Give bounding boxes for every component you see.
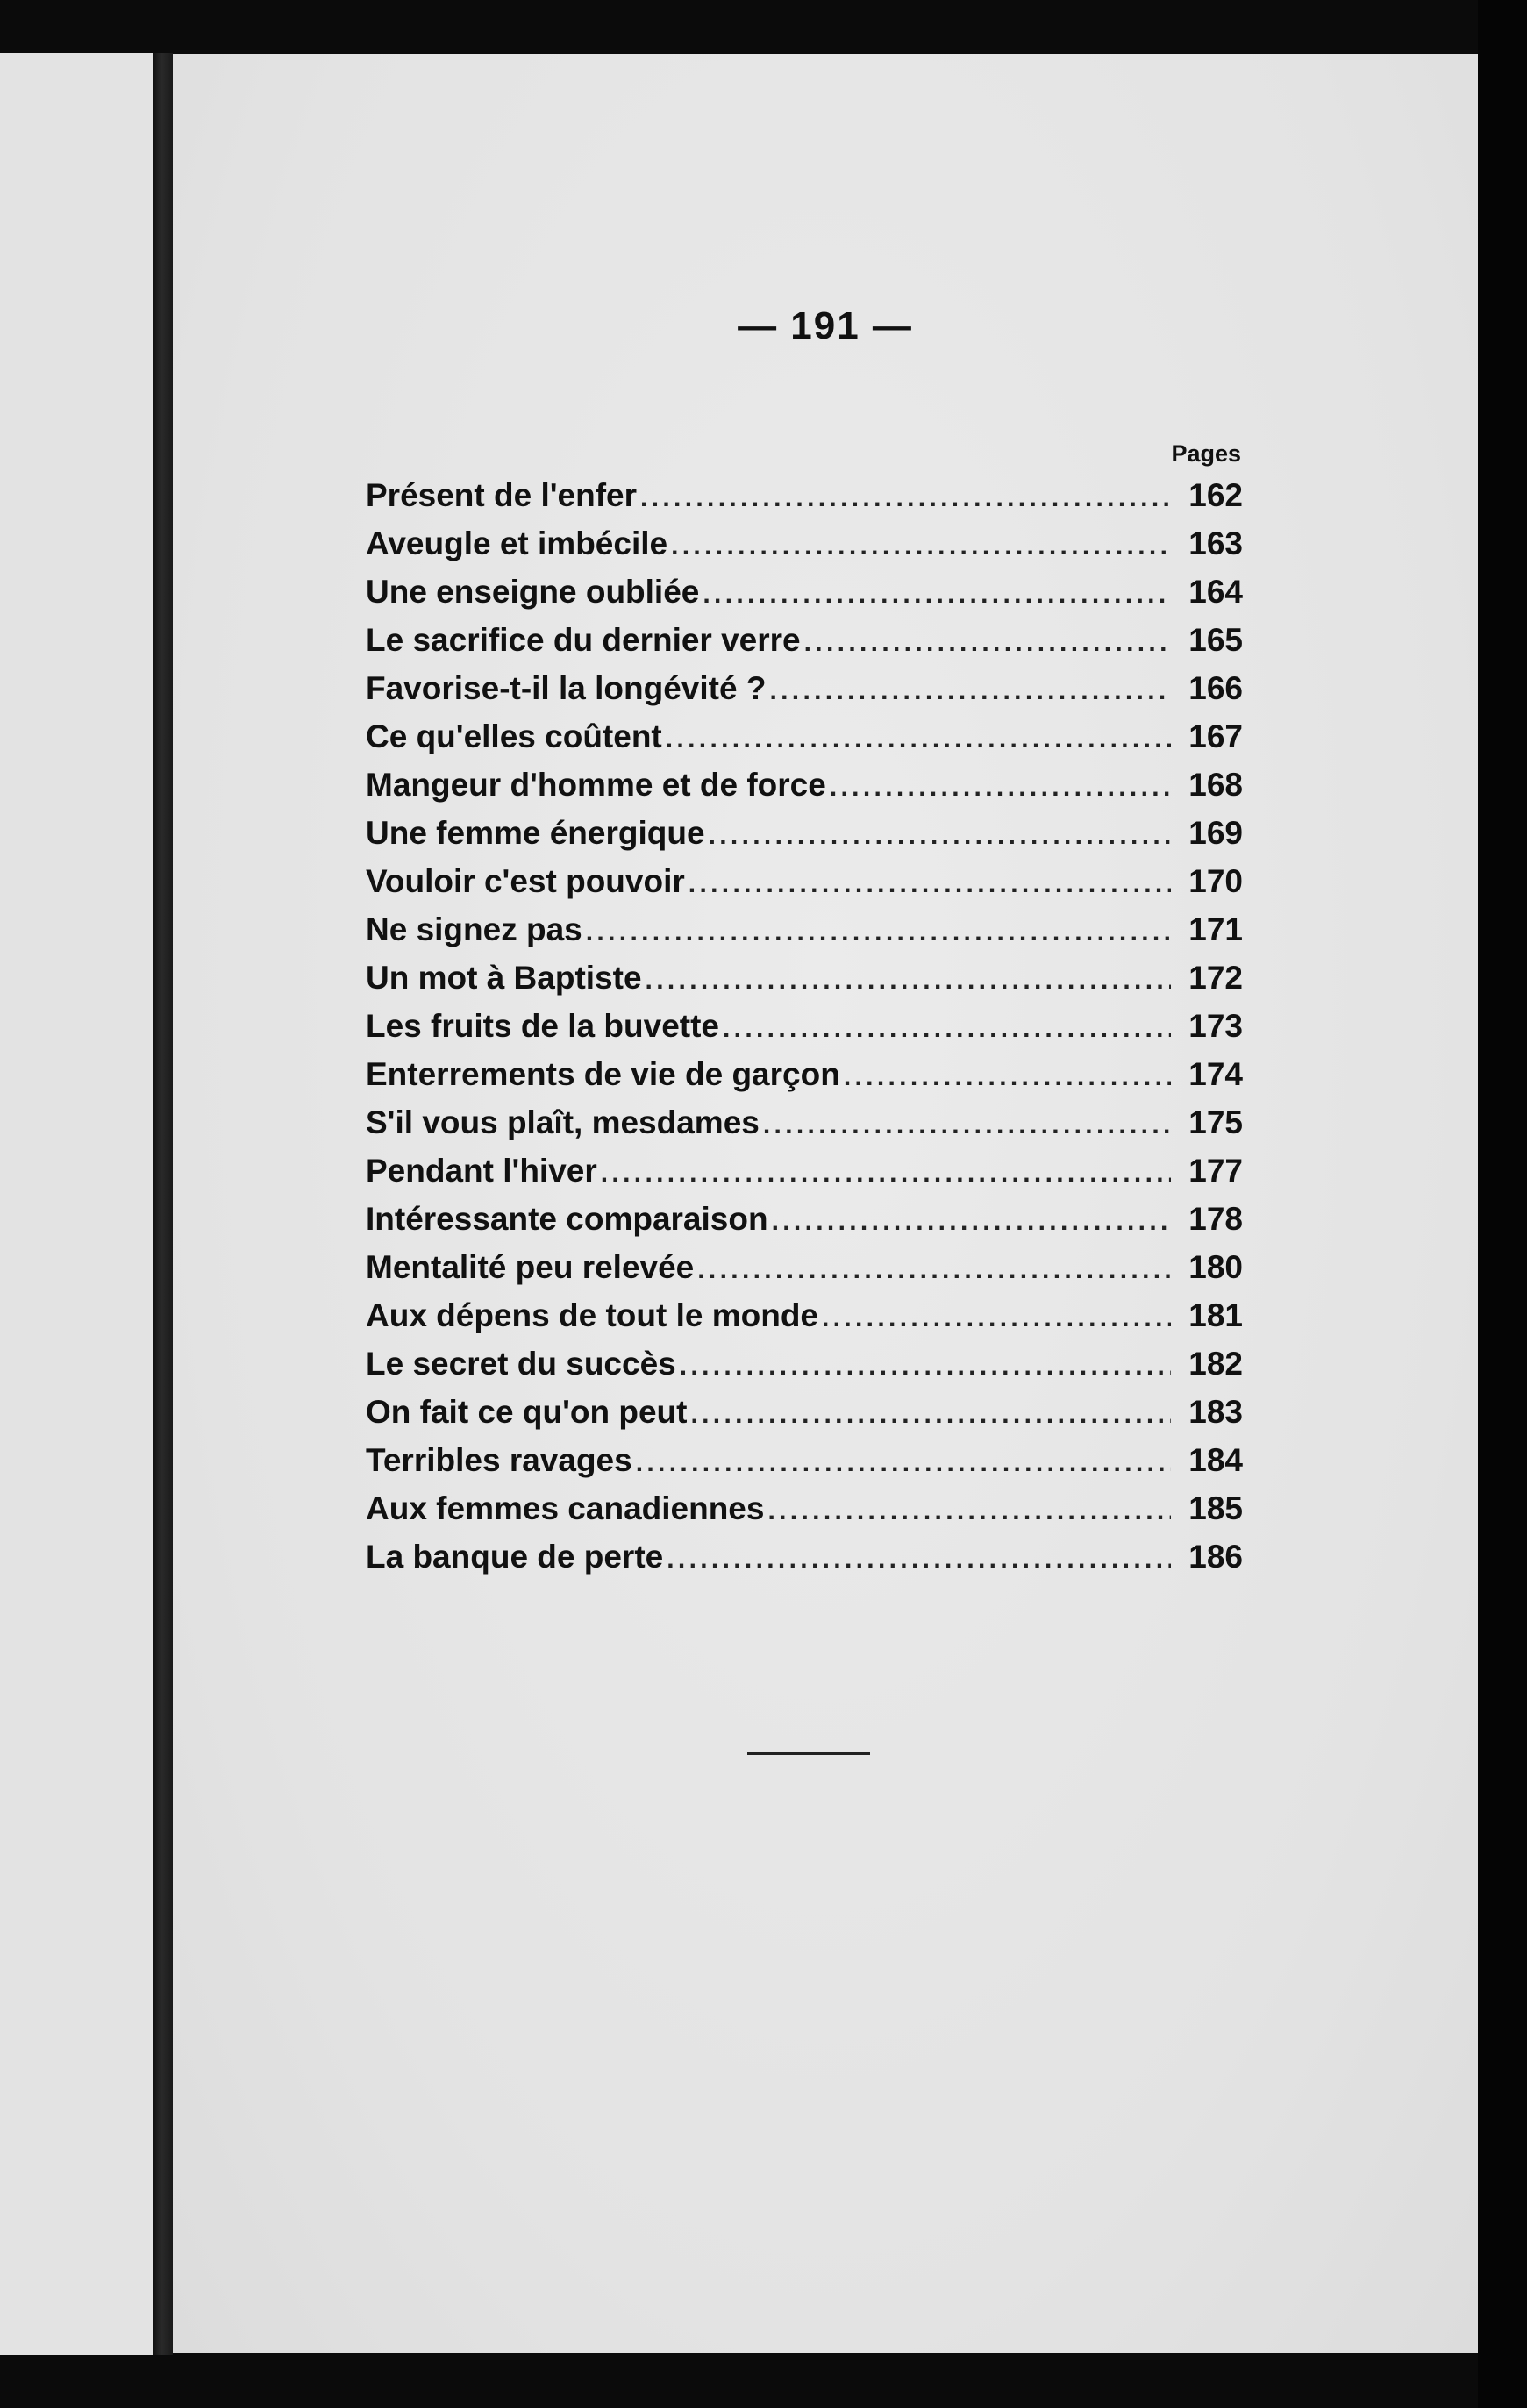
dot-leader	[763, 1111, 1171, 1140]
toc-entry-title: Ce qu'elles coûtent	[366, 718, 662, 754]
toc-entry	[366, 1249, 1243, 1297]
dot-leader	[723, 1014, 1171, 1044]
toc-entry	[366, 1442, 1243, 1490]
toc-entry-title: La banque de perte	[366, 1539, 664, 1575]
toc-entry-page: 186	[1188, 1539, 1243, 1575]
toc-entry-page: 175	[1188, 1104, 1243, 1140]
toc-entry-page: 165	[1188, 622, 1243, 658]
dot-leader	[667, 1545, 1171, 1575]
toc-entry-title: Le secret du succès	[366, 1346, 676, 1382]
toc-entry-title: Une enseigne oubliée	[366, 574, 700, 610]
toc-entry-page: 180	[1188, 1249, 1243, 1285]
dot-leader	[844, 1062, 1171, 1092]
facing-page-edge	[0, 53, 153, 2355]
pages-column-header: Pages	[1171, 440, 1241, 467]
toc-entry-title: Terribles ravages	[366, 1442, 632, 1478]
toc-entry-page: 164	[1188, 574, 1243, 610]
toc-entry-title: Enterrements de vie de garçon	[366, 1056, 840, 1092]
toc-entry-page: 162	[1188, 477, 1243, 513]
book-page	[173, 54, 1478, 2353]
toc-entry-title: Un mot à Baptiste	[366, 960, 642, 996]
toc-entry-title: Une femme énergique	[366, 815, 705, 851]
table-of-contents	[366, 440, 1243, 1587]
toc-entry-page: 174	[1188, 1056, 1243, 1092]
dot-leader	[586, 918, 1171, 947]
toc-entry-title: Aveugle et imbécile	[366, 525, 668, 561]
toc-entry-title: On fait ce qu'on peut	[366, 1394, 688, 1430]
toc-entry-title: Pendant l'hiver	[366, 1153, 597, 1189]
toc-entry-title: Le sacrifice du dernier verre	[366, 622, 801, 658]
toc-entry-title: Mangeur d'homme et de force	[366, 767, 826, 803]
dot-leader	[697, 1255, 1171, 1285]
dot-leader	[822, 1304, 1171, 1333]
toc-entry-title: Favorise-t-il la longévité ?	[366, 670, 767, 706]
toc-entry	[366, 911, 1243, 960]
toc-entry	[366, 1539, 1243, 1587]
scan-border	[1478, 0, 1527, 2408]
toc-entry	[366, 574, 1243, 622]
toc-entry-title: Vouloir c'est pouvoir	[366, 863, 685, 899]
binding-gutter	[153, 53, 173, 2355]
toc-entry-page: 178	[1188, 1201, 1243, 1237]
dot-leader	[772, 1207, 1171, 1237]
toc-entry	[366, 670, 1243, 718]
toc-entry	[366, 1153, 1243, 1201]
dot-leader	[709, 821, 1171, 851]
toc-entries	[366, 477, 1243, 1587]
dot-leader	[830, 773, 1171, 803]
toc-entry	[366, 1056, 1243, 1104]
toc-entry	[366, 815, 1243, 863]
toc-entry-title: Mentalité peu relevée	[366, 1249, 695, 1285]
toc-entry-page: 166	[1188, 670, 1243, 706]
toc-entry-page: 172	[1188, 960, 1243, 996]
toc-entry	[366, 1008, 1243, 1056]
page-number: — 191 —	[738, 304, 913, 347]
toc-entry	[366, 1104, 1243, 1153]
dot-leader	[666, 725, 1171, 754]
toc-entry-page: 169	[1188, 815, 1243, 851]
dot-leader	[601, 1159, 1171, 1189]
dot-leader	[703, 580, 1171, 610]
toc-entry-page: 185	[1188, 1490, 1243, 1526]
dot-leader	[767, 1497, 1171, 1526]
toc-entry-title: Intéressante comparaison	[366, 1201, 768, 1237]
dot-leader	[690, 1400, 1171, 1430]
dot-leader	[636, 1448, 1171, 1478]
toc-entry-page: 173	[1188, 1008, 1243, 1044]
toc-entry	[366, 1201, 1243, 1249]
toc-entry-page: 168	[1188, 767, 1243, 803]
closing-rule	[747, 1752, 870, 1755]
toc-entry-page: 177	[1188, 1153, 1243, 1189]
toc-entry	[366, 767, 1243, 815]
toc-entry-page: 167	[1188, 718, 1243, 754]
toc-entry	[366, 960, 1243, 1008]
toc-entry-title: S'il vous plaît, mesdames	[366, 1104, 760, 1140]
toc-entry	[366, 1346, 1243, 1394]
toc-entry	[366, 622, 1243, 670]
toc-entry-title: Présent de l'enfer	[366, 477, 638, 513]
toc-entry-page: 171	[1188, 911, 1243, 947]
toc-entry	[366, 525, 1243, 574]
dot-leader	[671, 532, 1171, 561]
toc-entry	[366, 477, 1243, 525]
toc-entry-page: 183	[1188, 1394, 1243, 1430]
toc-entry	[366, 1297, 1243, 1346]
toc-entry	[366, 1490, 1243, 1539]
dot-leader	[804, 628, 1171, 658]
toc-entry-title: Ne signez pas	[366, 911, 582, 947]
dot-leader	[680, 1352, 1171, 1382]
toc-entry-page: 163	[1188, 525, 1243, 561]
toc-entry-title: Aux dépens de tout le monde	[366, 1297, 818, 1333]
toc-entry-title: Aux femmes canadiennes	[366, 1490, 765, 1526]
toc-entry-page: 170	[1188, 863, 1243, 899]
toc-entry	[366, 1394, 1243, 1442]
dot-leader	[646, 966, 1171, 996]
dot-leader	[689, 869, 1171, 899]
toc-entry	[366, 718, 1243, 767]
dot-leader	[640, 483, 1171, 513]
toc-entry-page: 181	[1188, 1297, 1243, 1333]
toc-entry	[366, 863, 1243, 911]
dot-leader	[769, 676, 1171, 706]
toc-entry-page: 182	[1188, 1346, 1243, 1382]
toc-entry-page: 184	[1188, 1442, 1243, 1478]
toc-entry-title: Les fruits de la buvette	[366, 1008, 719, 1044]
